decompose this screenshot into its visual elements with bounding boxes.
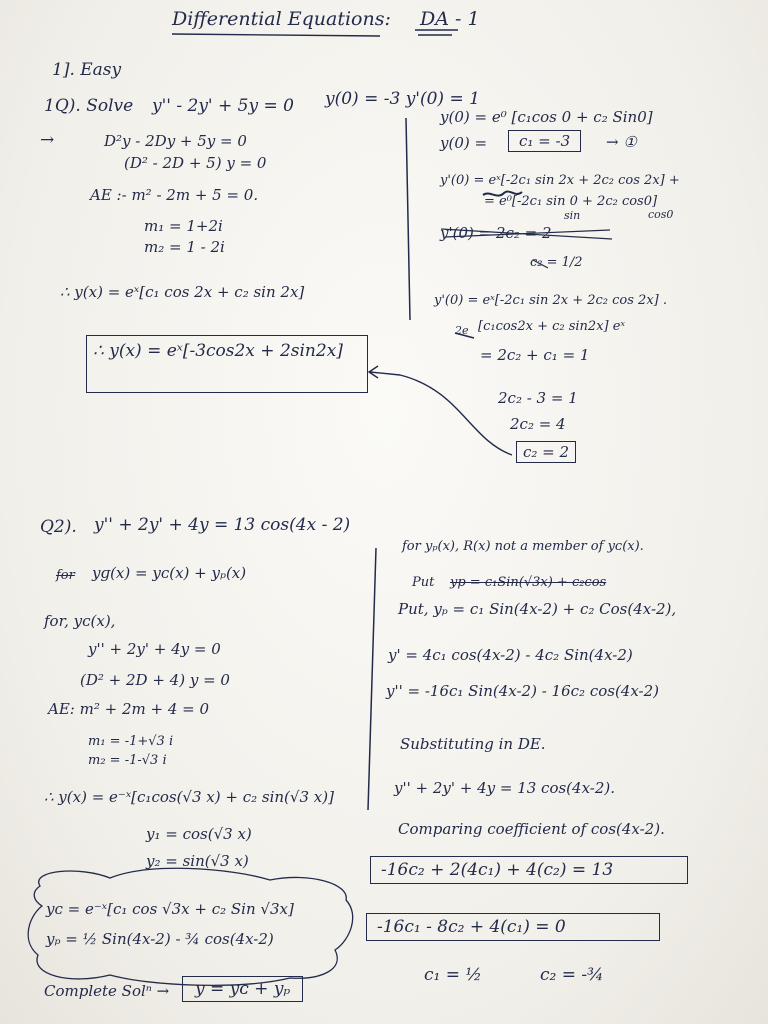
q1-r-condition-eq: = 2c₂ + c₁ = 1 [480,346,590,364]
q1-operator-form: D²y - 2Dy + 5y = 0 [104,132,247,150]
q1-r-product-term: [c₁cos2x + c₂ sin2x] eˣ [478,319,626,334]
q1-c1-box: c₁ = -3 [508,130,581,152]
q2-root-2: m₂ = -1-√3 i [88,753,167,768]
q2-auxiliary-equation: AE: m² + 2m + 4 = 0 [48,700,210,718]
q1-final-answer-box [86,335,368,393]
q1-equation: y'' - 2y' + 5y = 0 [152,96,294,116]
q1-eq-marker: → ① [606,133,637,151]
q1-r-y0-label: y(0) = [440,134,488,152]
q1-r-substitution: 2c₂ - 3 = 1 [498,389,578,407]
assignment-code: DA - 1 [420,8,480,30]
q2-complete-label: Complete Solⁿ → [44,982,170,1000]
page-title: Differential Equations: [172,8,391,30]
q1-label: 1Q). Solve [44,96,134,116]
q1-c2-box: c₂ = 2 [516,441,576,463]
q1-r-crossed-prefix: 2e [455,324,469,337]
q2-r-crossed-trial: yp = c₁Sin(√3x) + c₂cos [450,575,607,590]
q1-r-cos-note: cos0 [648,208,674,221]
q1-r-derivative-product: y'(0) = eˣ[-2c₁ sin 2x + 2c₂ cos 2x] . [434,293,667,308]
q2-yc-summary: yᴄ = e⁻ˣ[c₁ cos √3x + c₂ Sin √3x] [46,900,294,918]
q1-root-1: m₁ = 1+2i [144,217,223,235]
q2-r-substituting: Substituting in DE. [400,735,546,753]
q2-root-1: m₁ = -1+√3 i [88,734,174,749]
q2-basis-2: y₂ = sin(√3 x) [146,852,249,870]
q2-r-c2-value: c₂ = -¾ [540,965,604,985]
q1-r-derivative-at-zero: = e⁰[-2c₁ sin 0 + 2c₂ cos0] [484,194,658,209]
q1-final-answer: ∴ y(x) = eˣ[-3cos2x + 2sin2x] [93,341,343,361]
q2-yp-summary: yₚ = ½ Sin(4x-2) - ¾ cos(4x-2) [46,930,274,948]
q2-r-yp-intro: for yₚ(x), R(x) not a member of yᴄ(x). [402,539,644,554]
q2-basis-1: y₁ = cos(√3 x) [146,825,252,843]
section-heading: 1]. Easy [52,60,122,80]
q2-r-equation-sin: -16c₁ - 8c₂ + 4(c₁) = 0 [366,913,660,941]
q2-complete-solution-box: y = yᴄ + yₚ [182,976,303,1002]
q2-r-first-derivative: y' = 4c₁ cos(4x-2) - 4c₂ Sin(4x-2) [388,646,633,664]
q2-r-c1-value: c₁ = ½ [424,965,482,985]
q1-general-solution: ∴ y(x) = eˣ[c₁ cos 2x + c₂ sin 2x] [60,283,305,301]
q1-auxiliary-equation: AE :- m² - 2m + 5 = 0. [90,186,259,204]
q2-struck-word: for [56,568,75,583]
q2-homogeneous-eq: y'' + 2y' + 4y = 0 [88,640,221,658]
q2-r-second-derivative: y'' = -16c₁ Sin(4x-2) - 16c₂ cos(4x-2) [386,682,660,700]
q1-r-derivative: y'(0) = eˣ[-2c₁ sin 2x + 2c₂ cos 2x] + [440,173,680,188]
q1-r-simplified: 2c₂ = 4 [510,415,566,433]
q1-initial-conditions: y(0) = -3 y'(0) = 1 [325,89,480,109]
q2-for-yc: for, yᴄ(x), [44,612,116,630]
q2-equation: y'' + 2y' + 4y = 13 cos(4x - 2) [94,515,351,535]
q2-label: Q2). [40,517,77,537]
q2-general-form: yɡ(x) = yᴄ(x) + yₚ(x) [92,564,247,582]
q2-operator-eq: (D² + 2D + 4) y = 0 [80,671,230,689]
q1-r-sin-note: sin [564,209,581,222]
q1-root-2: m₂ = 1 - 2i [144,238,225,256]
q2-r-comparing: Comparing coefficient of cos(4x-2). [398,820,665,838]
q2-homogeneous-solution: ∴ y(x) = e⁻ˣ[c₁cos(√3 x) + c₂ sin(√3 x)] [44,788,334,806]
q1-r-y0-expansion: y(0) = e⁰ [c₁cos 0 + c₂ Sin0] [440,108,653,126]
q2-r-put-label: Put [412,575,435,590]
q2-r-de-restated: y'' + 2y' + 4y = 13 cos(4x-2). [394,779,616,797]
q2-r-equation-cos: -16c₂ + 2(4c₁) + 4(c₂) = 13 [370,856,688,884]
q1-r-crossed-c2: y'(0) = 2c₂ = 2 [440,224,552,242]
implies-arrow: → [40,130,55,150]
q2-r-trial-solution: Put, yₚ = c₁ Sin(4x-2) + c₂ Cos(4x-2), [398,600,677,618]
q1-factored-form: (D² - 2D + 5) y = 0 [124,154,267,172]
q1-r-crossed-c2-half: c₂ = 1/2 [530,255,583,270]
